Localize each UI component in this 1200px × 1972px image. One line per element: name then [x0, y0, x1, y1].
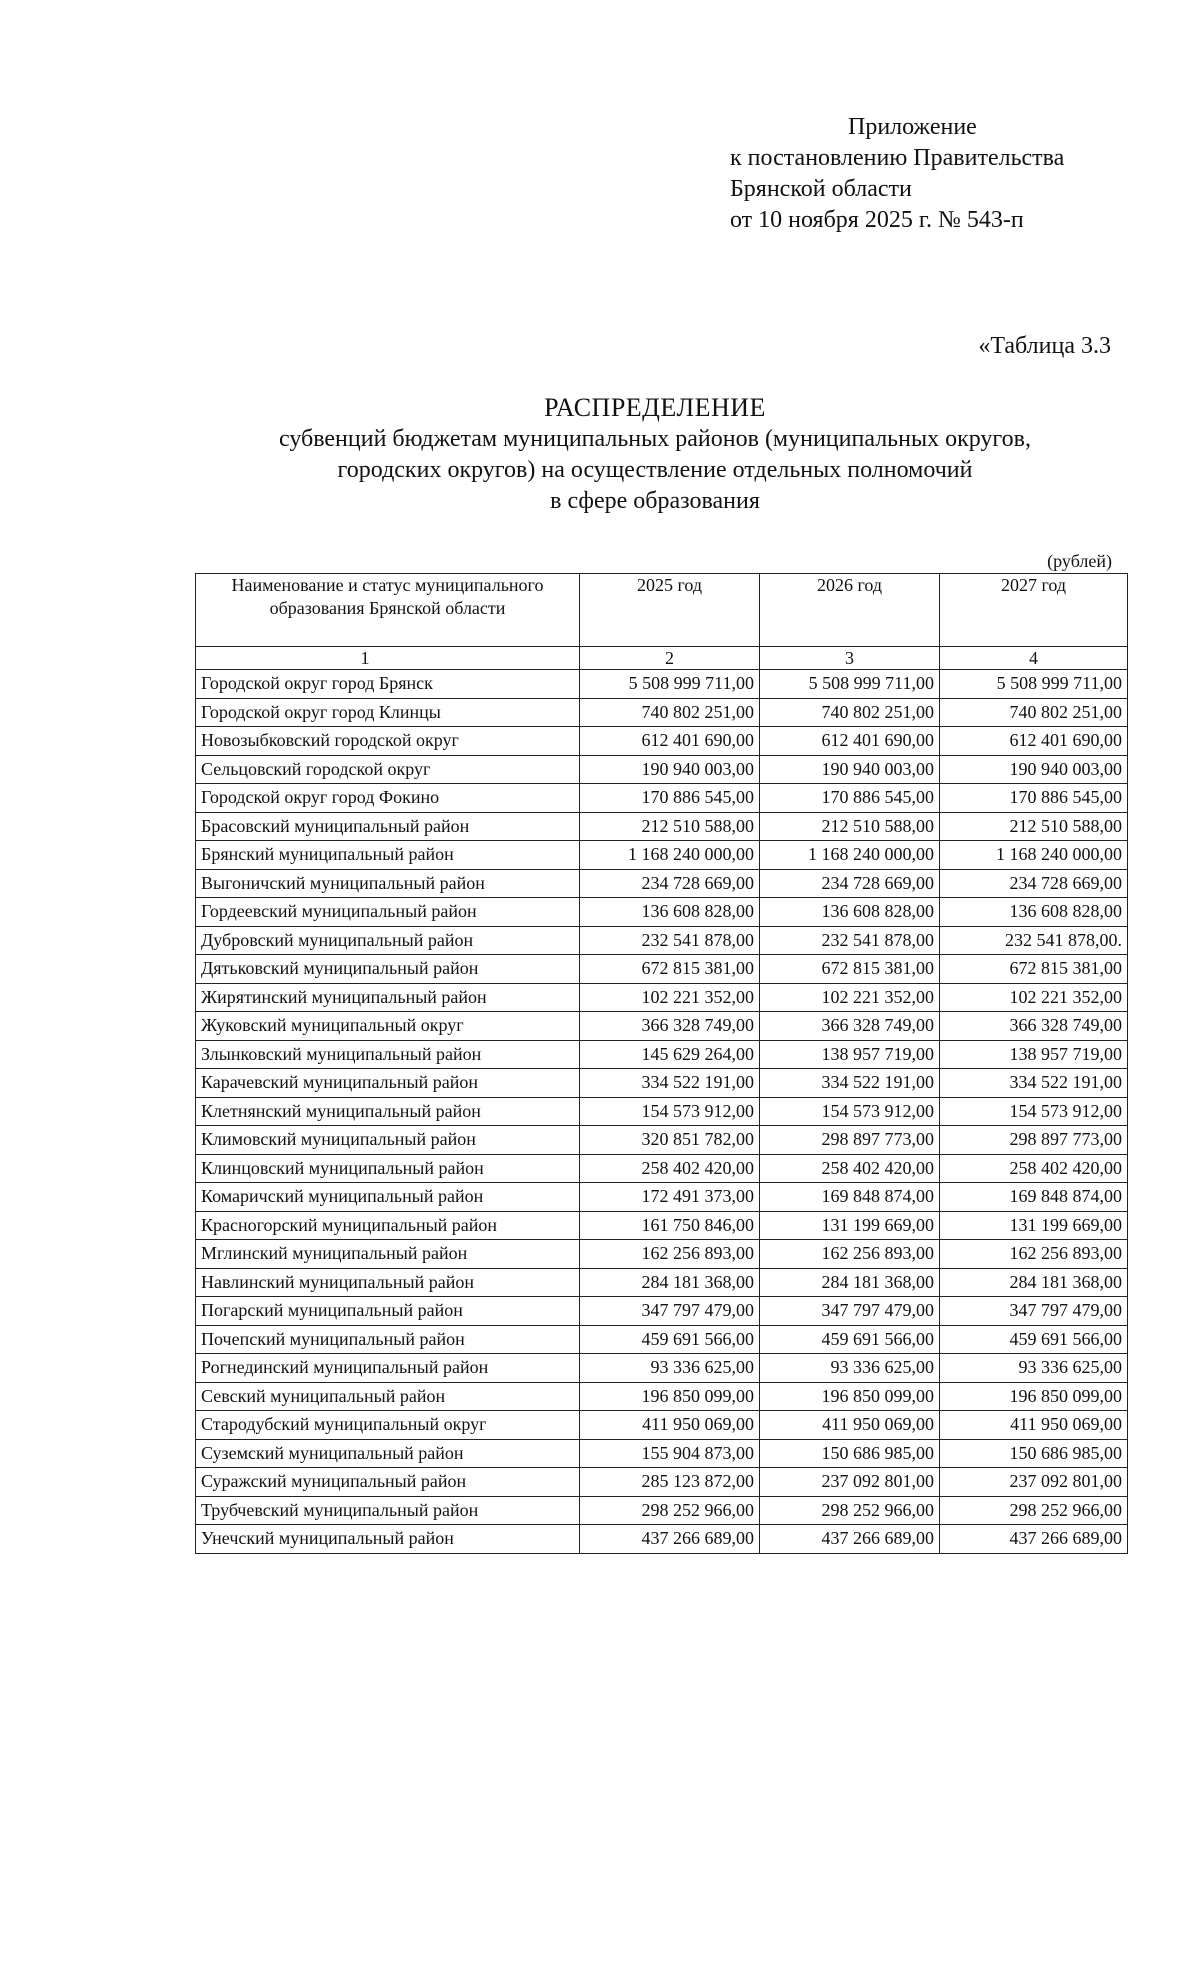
amount-2026-cell: 612 401 690,00 — [760, 727, 940, 756]
amount-2025-cell: 347 797 479,00 — [580, 1297, 760, 1326]
amount-2026-cell: 237 092 801,00 — [760, 1468, 940, 1497]
document-title — [160, 392, 1150, 517]
amount-2025-cell: 162 256 893,00 — [580, 1240, 760, 1269]
distribution-table — [195, 573, 1128, 1554]
amount-2027-cell: 459 691 566,00 — [940, 1325, 1128, 1354]
amount-2025-cell: 459 691 566,00 — [580, 1325, 760, 1354]
table-row — [196, 1325, 1128, 1354]
municipality-name-cell: Мглинский муниципальный район — [196, 1240, 580, 1269]
table-row — [196, 812, 1128, 841]
municipality-name-cell: Клетнянский муниципальный район — [196, 1097, 580, 1126]
table-row — [196, 926, 1128, 955]
amount-2025-cell: 285 123 872,00 — [580, 1468, 760, 1497]
amount-2026-cell: 1 168 240 000,00 — [760, 841, 940, 870]
amount-2026-cell: 298 897 773,00 — [760, 1126, 940, 1155]
amount-2025-cell: 366 328 749,00 — [580, 1012, 760, 1041]
amount-2027-cell: 154 573 912,00 — [940, 1097, 1128, 1126]
table-row — [196, 983, 1128, 1012]
column-number-1: 1 — [196, 647, 580, 670]
amount-2026-cell: 5 508 999 711,00 — [760, 670, 940, 699]
amount-2026-cell: 334 522 191,00 — [760, 1069, 940, 1098]
table-row — [196, 1069, 1128, 1098]
municipality-name-cell: Навлинский муниципальный район — [196, 1268, 580, 1297]
table-row — [196, 1354, 1128, 1383]
table-row — [196, 869, 1128, 898]
amount-2025-cell: 612 401 690,00 — [580, 727, 760, 756]
table-header-row — [196, 574, 1128, 647]
amount-2025-cell: 155 904 873,00 — [580, 1439, 760, 1468]
amount-2027-cell: 232 541 878,00. — [940, 926, 1128, 955]
table-row — [196, 1040, 1128, 1069]
amount-2025-cell: 161 750 846,00 — [580, 1211, 760, 1240]
table-row — [196, 670, 1128, 699]
municipality-name-cell: Дятьковский муниципальный район — [196, 955, 580, 984]
amount-2025-cell: 5 508 999 711,00 — [580, 670, 760, 699]
municipality-name-cell: Сельцовский городской округ — [196, 755, 580, 784]
municipality-name-cell: Стародубский муниципальный округ — [196, 1411, 580, 1440]
amount-2026-cell: 234 728 669,00 — [760, 869, 940, 898]
amount-2026-cell: 150 686 985,00 — [760, 1439, 940, 1468]
amount-2027-cell: 672 815 381,00 — [940, 955, 1128, 984]
table-row — [196, 955, 1128, 984]
municipality-name-cell: Красногорский муниципальный район — [196, 1211, 580, 1240]
units-label: (рублей) — [1047, 551, 1112, 571]
amount-2027-cell: 347 797 479,00 — [940, 1297, 1128, 1326]
municipality-name-cell: Клинцовский муниципальный район — [196, 1154, 580, 1183]
amount-2027-cell: 162 256 893,00 — [940, 1240, 1128, 1269]
amount-2027-cell: 136 608 828,00 — [940, 898, 1128, 927]
table-row — [196, 1012, 1128, 1041]
amount-2027-cell: 169 848 874,00 — [940, 1183, 1128, 1212]
appendix-block — [730, 112, 1064, 236]
municipality-name-cell: Брянский муниципальный район — [196, 841, 580, 870]
municipality-name-cell: Климовский муниципальный район — [196, 1126, 580, 1155]
amount-2026-cell: 212 510 588,00 — [760, 812, 940, 841]
amount-2027-cell: 298 897 773,00 — [940, 1126, 1128, 1155]
amount-2027-cell: 190 940 003,00 — [940, 755, 1128, 784]
table-row — [196, 1183, 1128, 1212]
amount-2027-cell: 170 886 545,00 — [940, 784, 1128, 813]
table-row — [196, 1382, 1128, 1411]
header-2025: 2025 год — [580, 574, 760, 647]
amount-2026-cell: 366 328 749,00 — [760, 1012, 940, 1041]
amount-2026-cell: 347 797 479,00 — [760, 1297, 940, 1326]
municipality-name-cell: Гордеевский муниципальный район — [196, 898, 580, 927]
amount-2025-cell: 258 402 420,00 — [580, 1154, 760, 1183]
appendix-line-1: Приложение — [848, 114, 977, 140]
amount-2025-cell: 1 168 240 000,00 — [580, 841, 760, 870]
municipality-name-cell: Новозыбковский городской округ — [196, 727, 580, 756]
amount-2026-cell: 437 266 689,00 — [760, 1525, 940, 1554]
amount-2027-cell: 138 957 719,00 — [940, 1040, 1128, 1069]
municipality-name-cell: Городской округ город Фокино — [196, 784, 580, 813]
table-row — [196, 1126, 1128, 1155]
amount-2025-cell: 232 541 878,00 — [580, 926, 760, 955]
municipality-name-cell: Выгоничский муниципальный район — [196, 869, 580, 898]
municipality-name-cell: Жуковский муниципальный округ — [196, 1012, 580, 1041]
amount-2027-cell: 234 728 669,00 — [940, 869, 1128, 898]
amount-2026-cell: 232 541 878,00 — [760, 926, 940, 955]
header-2027: 2027 год — [940, 574, 1128, 647]
amount-2027-cell: 437 266 689,00 — [940, 1525, 1128, 1554]
amount-2026-cell: 102 221 352,00 — [760, 983, 940, 1012]
table-row — [196, 1496, 1128, 1525]
amount-2026-cell: 284 181 368,00 — [760, 1268, 940, 1297]
amount-2027-cell: 5 508 999 711,00 — [940, 670, 1128, 699]
table-row — [196, 698, 1128, 727]
municipality-name-cell: Рогнединский муниципальный район — [196, 1354, 580, 1383]
amount-2027-cell: 740 802 251,00 — [940, 698, 1128, 727]
municipality-name-cell: Суземский муниципальный район — [196, 1439, 580, 1468]
amount-2027-cell: 334 522 191,00 — [940, 1069, 1128, 1098]
amount-2025-cell: 170 886 545,00 — [580, 784, 760, 813]
table-row — [196, 1097, 1128, 1126]
header-municipality: Наименование и статус муниципального образования Брянской области — [196, 574, 580, 647]
amount-2026-cell: 131 199 669,00 — [760, 1211, 940, 1240]
amount-2025-cell: 136 608 828,00 — [580, 898, 760, 927]
amount-2026-cell: 93 336 625,00 — [760, 1354, 940, 1383]
table-row — [196, 1268, 1128, 1297]
amount-2026-cell: 740 802 251,00 — [760, 698, 940, 727]
amount-2026-cell: 190 940 003,00 — [760, 755, 940, 784]
amount-2027-cell: 612 401 690,00 — [940, 727, 1128, 756]
amount-2025-cell: 234 728 669,00 — [580, 869, 760, 898]
table-row — [196, 784, 1128, 813]
amount-2027-cell: 284 181 368,00 — [940, 1268, 1128, 1297]
table-row — [196, 1439, 1128, 1468]
appendix-line-4: от 10 ноября 2025 г. № 543-п — [730, 207, 1024, 233]
table-row — [196, 1211, 1128, 1240]
table-row — [196, 1240, 1128, 1269]
amount-2025-cell: 172 491 373,00 — [580, 1183, 760, 1212]
amount-2026-cell: 170 886 545,00 — [760, 784, 940, 813]
column-number-3: 3 — [760, 647, 940, 670]
amount-2026-cell: 196 850 099,00 — [760, 1382, 940, 1411]
amount-2026-cell: 258 402 420,00 — [760, 1154, 940, 1183]
appendix-line-3: Брянской области — [730, 176, 912, 202]
amount-2026-cell: 136 608 828,00 — [760, 898, 940, 927]
municipality-name-cell: Брасовский муниципальный район — [196, 812, 580, 841]
appendix-line-2: к постановлению Правительства — [730, 145, 1065, 171]
amount-2025-cell: 196 850 099,00 — [580, 1382, 760, 1411]
amount-2026-cell: 459 691 566,00 — [760, 1325, 940, 1354]
amount-2026-cell: 411 950 069,00 — [760, 1411, 940, 1440]
table-row — [196, 727, 1128, 756]
amount-2025-cell: 298 252 966,00 — [580, 1496, 760, 1525]
municipality-name-cell: Городской округ город Брянск — [196, 670, 580, 699]
column-number-row — [196, 647, 1128, 670]
amount-2026-cell: 672 815 381,00 — [760, 955, 940, 984]
amount-2025-cell: 145 629 264,00 — [580, 1040, 760, 1069]
municipality-name-cell: Унечский муниципальный район — [196, 1525, 580, 1554]
amount-2025-cell: 284 181 368,00 — [580, 1268, 760, 1297]
table-row — [196, 1297, 1128, 1326]
header-2026: 2026 год — [760, 574, 940, 647]
municipality-name-cell: Злынковский муниципальный район — [196, 1040, 580, 1069]
amount-2025-cell: 154 573 912,00 — [580, 1097, 760, 1126]
table-row — [196, 1468, 1128, 1497]
column-number-4: 4 — [940, 647, 1128, 670]
table-row — [196, 755, 1128, 784]
amount-2026-cell: 162 256 893,00 — [760, 1240, 940, 1269]
table-body — [196, 670, 1128, 1554]
amount-2027-cell: 196 850 099,00 — [940, 1382, 1128, 1411]
table-row — [196, 898, 1128, 927]
amount-2027-cell: 258 402 420,00 — [940, 1154, 1128, 1183]
amount-2026-cell: 154 573 912,00 — [760, 1097, 940, 1126]
amount-2025-cell: 102 221 352,00 — [580, 983, 760, 1012]
amount-2027-cell: 411 950 069,00 — [940, 1411, 1128, 1440]
amount-2025-cell: 334 522 191,00 — [580, 1069, 760, 1098]
amount-2027-cell: 150 686 985,00 — [940, 1439, 1128, 1468]
title-line-2: городских округов) на осуществление отдельных полномочий — [337, 457, 973, 483]
amount-2027-cell: 212 510 588,00 — [940, 812, 1128, 841]
amount-2026-cell: 169 848 874,00 — [760, 1183, 940, 1212]
municipality-name-cell: Комаричский муниципальный район — [196, 1183, 580, 1212]
amount-2027-cell: 93 336 625,00 — [940, 1354, 1128, 1383]
amount-2025-cell: 212 510 588,00 — [580, 812, 760, 841]
amount-2025-cell: 437 266 689,00 — [580, 1525, 760, 1554]
column-number-2: 2 — [580, 647, 760, 670]
amount-2027-cell: 237 092 801,00 — [940, 1468, 1128, 1497]
table-row — [196, 841, 1128, 870]
amount-2025-cell: 411 950 069,00 — [580, 1411, 760, 1440]
title-line-3: в сфере образования — [550, 488, 760, 514]
table-row — [196, 1154, 1128, 1183]
amount-2025-cell: 190 940 003,00 — [580, 755, 760, 784]
municipality-name-cell: Трубчевский муниципальный район — [196, 1496, 580, 1525]
municipality-name-cell: Жирятинский муниципальный район — [196, 983, 580, 1012]
municipality-name-cell: Дубровский муниципальный район — [196, 926, 580, 955]
title-heading: РАСПРЕДЕЛЕНИЕ — [544, 393, 766, 422]
table-row — [196, 1411, 1128, 1440]
amount-2027-cell: 298 252 966,00 — [940, 1496, 1128, 1525]
municipality-name-cell: Севский муниципальный район — [196, 1382, 580, 1411]
amount-2027-cell: 1 168 240 000,00 — [940, 841, 1128, 870]
table-row — [196, 1525, 1128, 1554]
amount-2026-cell: 138 957 719,00 — [760, 1040, 940, 1069]
amount-2025-cell: 320 851 782,00 — [580, 1126, 760, 1155]
table-reference: «Таблица 3.3 — [978, 333, 1111, 359]
municipality-name-cell: Карачевский муниципальный район — [196, 1069, 580, 1098]
amount-2025-cell: 672 815 381,00 — [580, 955, 760, 984]
amount-2026-cell: 298 252 966,00 — [760, 1496, 940, 1525]
municipality-name-cell: Городской округ город Клинцы — [196, 698, 580, 727]
municipality-name-cell: Погарский муниципальный район — [196, 1297, 580, 1326]
amount-2027-cell: 366 328 749,00 — [940, 1012, 1128, 1041]
title-line-1: субвенций бюджетам муниципальных районов (муниципальных округов, — [278, 426, 1032, 452]
amount-2027-cell: 102 221 352,00 — [940, 983, 1128, 1012]
amount-2025-cell: 93 336 625,00 — [580, 1354, 760, 1383]
municipality-name-cell: Суражский муниципальный район — [196, 1468, 580, 1497]
amount-2027-cell: 131 199 669,00 — [940, 1211, 1128, 1240]
amount-2025-cell: 740 802 251,00 — [580, 698, 760, 727]
municipality-name-cell: Почепский муниципальный район — [196, 1325, 580, 1354]
